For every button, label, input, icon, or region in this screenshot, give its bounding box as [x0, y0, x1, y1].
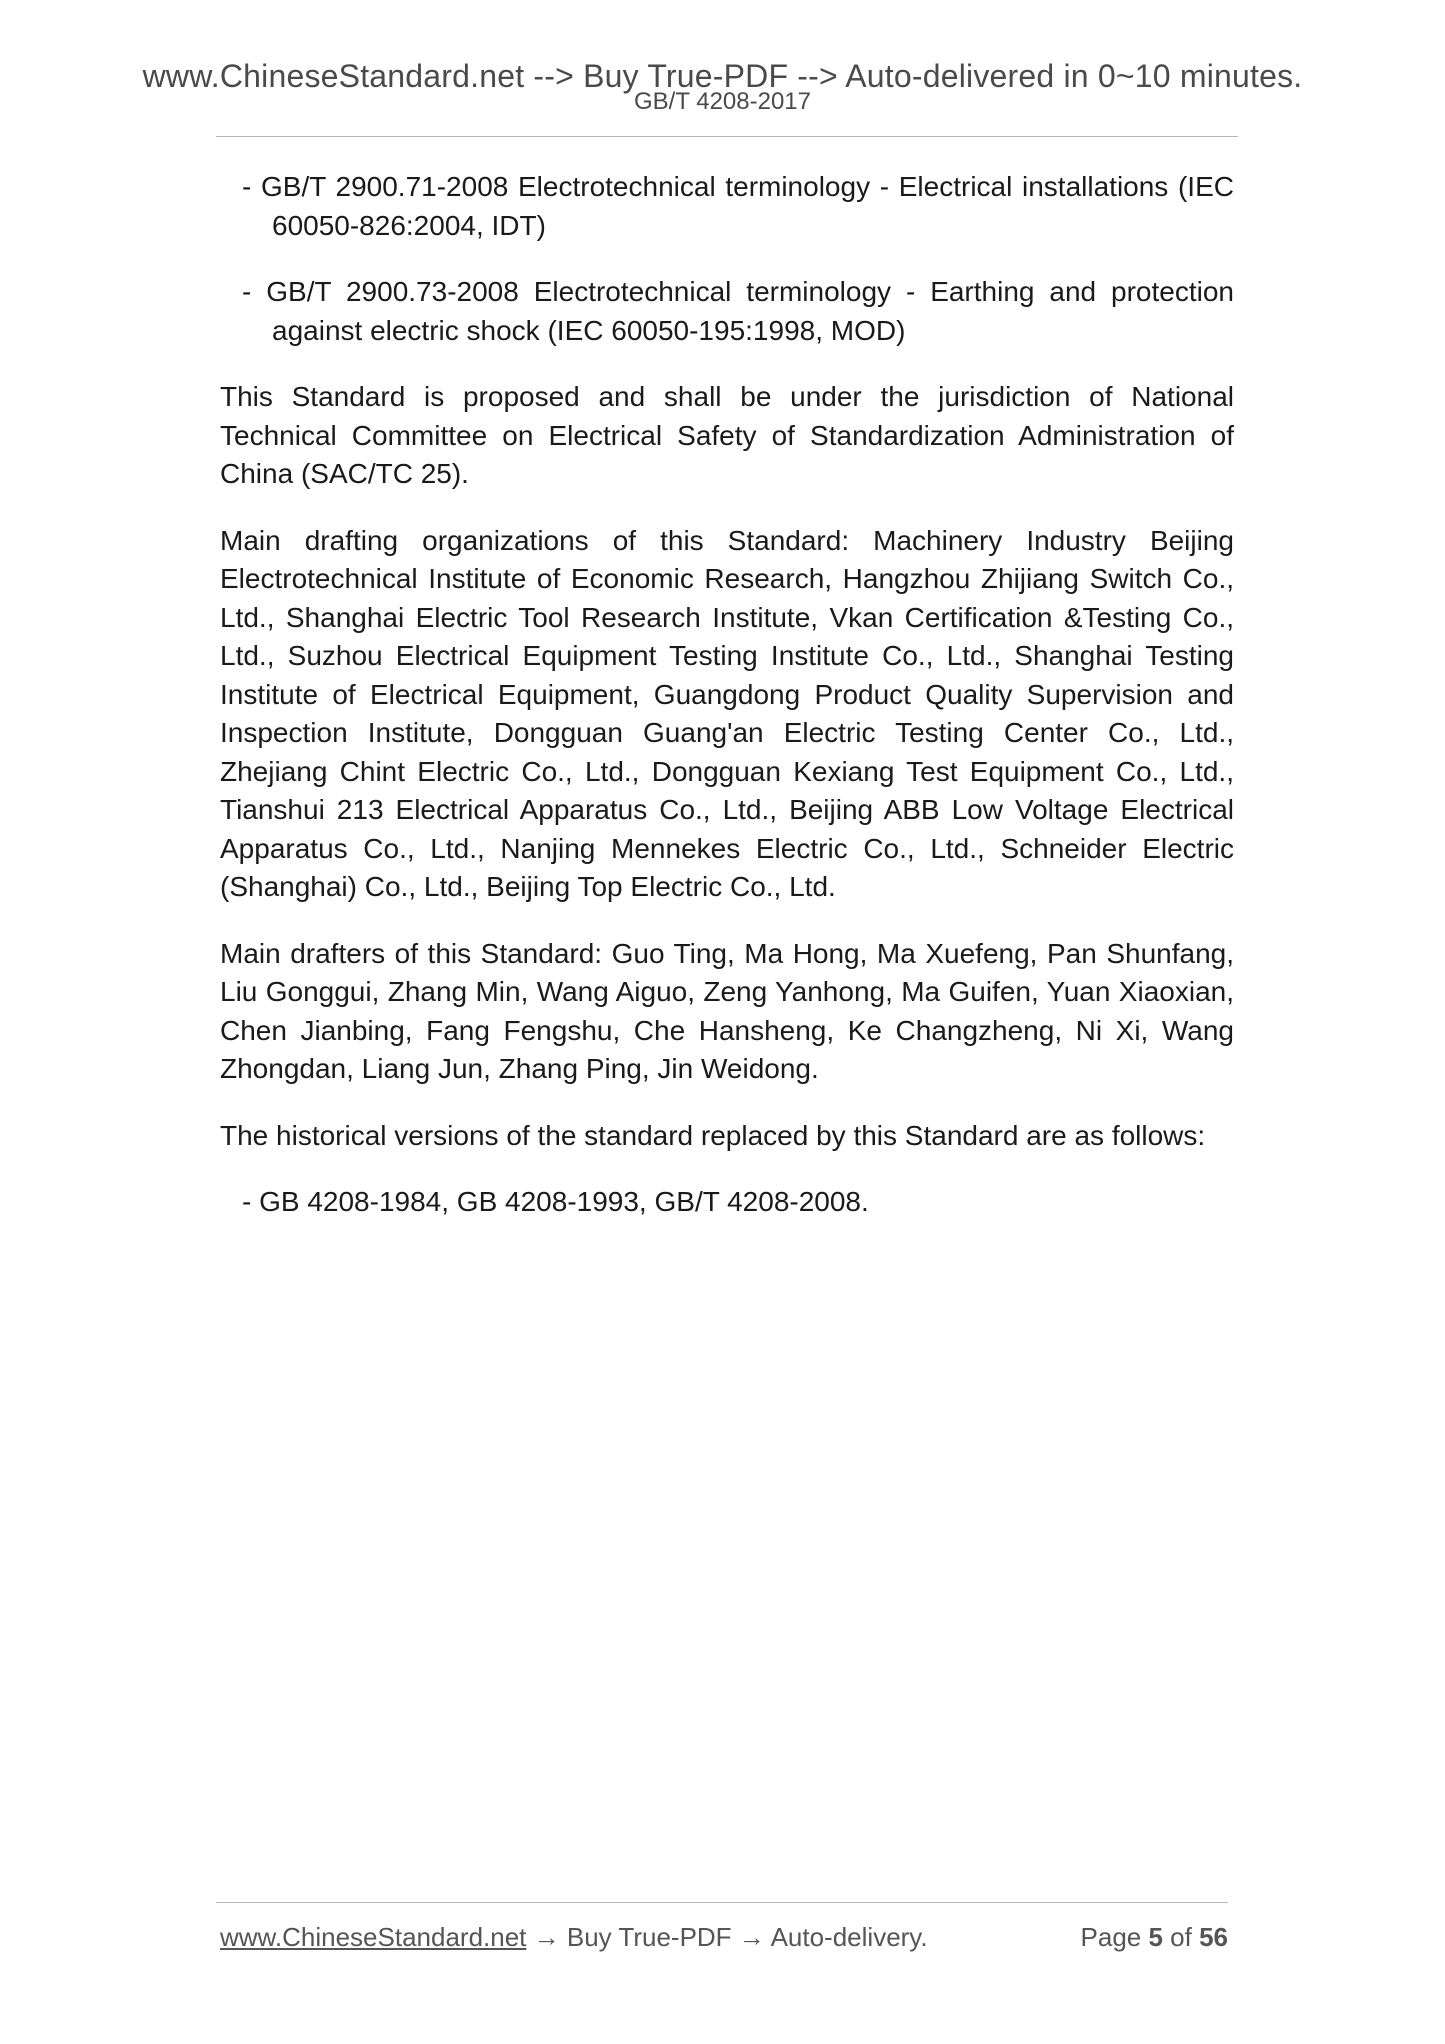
drafters-paragraph: Main drafters of this Standard: Guo Ting, Ma Hong, Ma Xuefeng, Pan Shunfang, Liu Gonggui, Zhang Min, Wang Aiguo, Zeng Yanhong, Ma Guifen, Yuan Xiaoxian, Chen Jianbing, Fang Fengshu, Che Hansheng, Ke Changzheng, Ni Xi, Wang Zhongdan, Liang Jun, Zhang Ping, Jin Weidong.: [220, 937, 1234, 1084]
footer-tagline: → Buy True-PDF → Auto-delivery.: [526, 1922, 928, 1952]
footer-links: [220, 1922, 928, 1953]
history-versions-item: - GB 4208-1984, GB 4208-1993, GB/T 4208-2008.: [242, 1186, 869, 1217]
reference-item-2900-71: - GB/T 2900.71-2008 Electrotechnical terminology - Electrical installations (IEC 60050-826:2004, IDT): [242, 171, 1234, 241]
page-label: Page: [1080, 1922, 1149, 1952]
reference-item-2900-73: - GB/T 2900.73-2008 Electrotechnical terminology - Earthing and protection against electric shock (IEC 60050-195:1998, MOD): [242, 276, 1234, 346]
page-total: 56: [1199, 1922, 1228, 1952]
site-banner: www.ChineseStandard.net --> Buy True-PDF --> Auto-delivered in 0~10 minutes.: [142, 58, 1303, 94]
page-of: of: [1162, 1922, 1200, 1952]
page-number: [1081, 1922, 1228, 1953]
history-intro-paragraph: The historical versions of the standard replaced by this Standard are as follows:: [220, 1119, 1206, 1151]
page-current: 5: [1148, 1922, 1163, 1952]
chinesestandard-link[interactable]: www.ChineseStandard.net: [220, 1922, 527, 1952]
header-divider: [216, 136, 1238, 137]
drafting-organizations-paragraph: Main drafting organizations of this Standard: Machinery Industry Beijing Electrotechnical Institute of Economic Research, Hangzhou Zhijiang Switch Co., Ltd., Shanghai Electric Tool Research Institute, Vkan Certification &Testing Co., Ltd., Suzhou Electrical Equipment Testing Institute Co., Ltd., Shanghai Testing Institute of Electrical Equipment, Guangdong Product Quality Supervision and Inspection Institute, Dongguan Guang'an Electric Testing Center Co., Ltd., Zhejiang Chint Electric Co., Ltd., Dongguan Kexiang Test Equipment Co., Ltd., Tianshui 213 Electrical Apparatus Co., Ltd., Beijing ABB Low Voltage Electrical Apparatus Co., Ltd., Nanjing Mennekes Electric Co., Ltd., Schneider Electric (Shanghai) Co., Ltd., Beijing Top Electric Co., Ltd.: [220, 524, 1234, 902]
page-body: [220, 168, 1234, 1250]
document-code: GB/T 4208-2017: [633, 88, 811, 115]
proposal-paragraph: This Standard is proposed and shall be under the jurisdiction of National Technical Committee on Electrical Safety of Standardization Administration of China (SAC/TC 25).: [220, 381, 1234, 489]
footer-divider: [216, 1902, 1228, 1903]
